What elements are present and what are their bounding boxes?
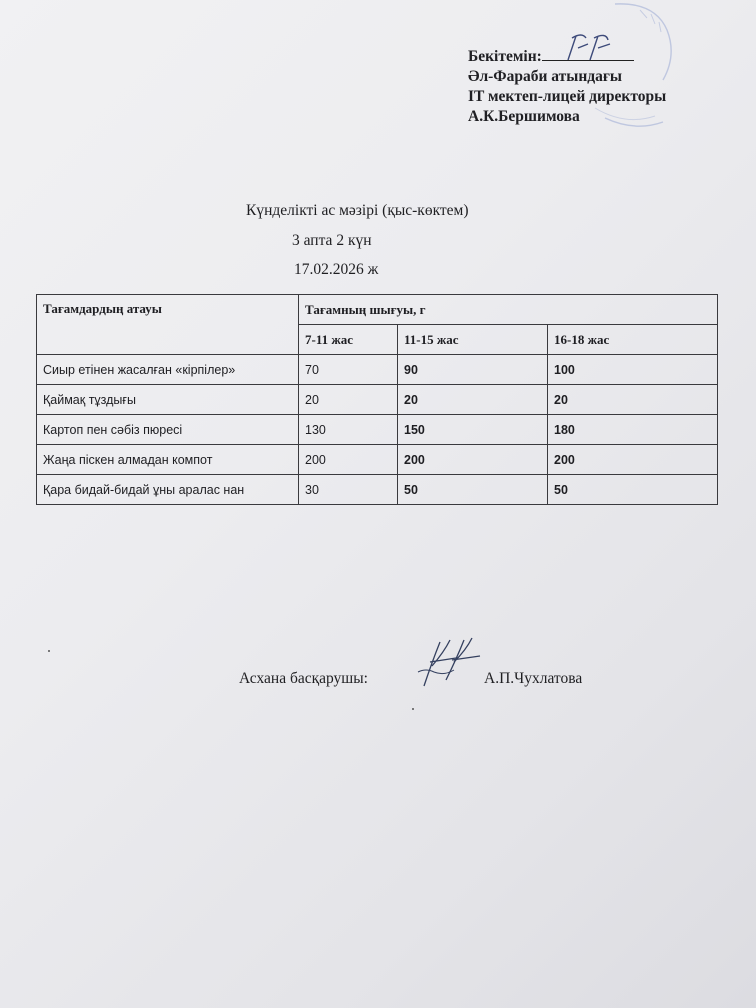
value-16-18: 50 — [548, 475, 718, 505]
value-16-18: 200 — [548, 445, 718, 475]
value-7-11: 130 — [299, 415, 398, 445]
dish-name: Қара бидай-бидай ұны аралас нан — [37, 475, 299, 505]
dish-name: Картоп пен сәбіз пюресі — [37, 415, 299, 445]
signature-line — [542, 46, 634, 61]
value-11-15: 50 — [398, 475, 548, 505]
table-row — [37, 355, 718, 385]
table-header-row — [37, 295, 718, 325]
value-11-15: 20 — [398, 385, 548, 415]
paper-speck — [48, 650, 50, 652]
header-age-11-15: 11-15 жас — [398, 325, 548, 355]
dish-name: Қаймақ тұздығы — [37, 385, 299, 415]
value-11-15: 90 — [398, 355, 548, 385]
value-7-11: 30 — [299, 475, 398, 505]
position-line: IT мектеп-лицей директоры — [468, 88, 667, 105]
value-11-15: 150 — [398, 415, 548, 445]
approved-label: Бекітемін: — [468, 48, 542, 65]
header-yield: Тағамның шығуы, г — [299, 295, 718, 325]
header-age-16-18: 16-18 жас — [548, 325, 718, 355]
header-dish: Тағамдардың атауы — [37, 295, 299, 355]
dish-name: Сиыр етінен жасалған «кірпілер» — [37, 355, 299, 385]
manager-name: А.П.Чухлатова — [484, 670, 583, 687]
header-age-7-11: 7-11 жас — [299, 325, 398, 355]
value-7-11: 70 — [299, 355, 398, 385]
table-row — [37, 475, 718, 505]
value-16-18: 20 — [548, 385, 718, 415]
menu-table — [36, 294, 718, 505]
director-name: А.К.Бершимова — [468, 108, 580, 125]
value-7-11: 20 — [299, 385, 398, 415]
school-line: Әл-Фараби атындағы — [468, 68, 623, 85]
menu-title: Күнделікті ас мәзірі (қыс-көктем) — [246, 202, 469, 219]
table-row — [37, 385, 718, 415]
table-row — [37, 445, 718, 475]
approval-block — [468, 46, 666, 127]
manager-signature — [410, 632, 494, 692]
manager-label: Асхана басқарушы: — [239, 670, 368, 687]
paper-speck — [412, 708, 414, 710]
dish-name: Жаңа піскен алмадан компот — [37, 445, 299, 475]
value-16-18: 180 — [548, 415, 718, 445]
menu-date: 17.02.2026 ж — [294, 261, 379, 278]
value-11-15: 200 — [398, 445, 548, 475]
value-7-11: 200 — [299, 445, 398, 475]
value-16-18: 100 — [548, 355, 718, 385]
week-day: 3 апта 2 күн — [292, 232, 372, 249]
table-row — [37, 415, 718, 445]
